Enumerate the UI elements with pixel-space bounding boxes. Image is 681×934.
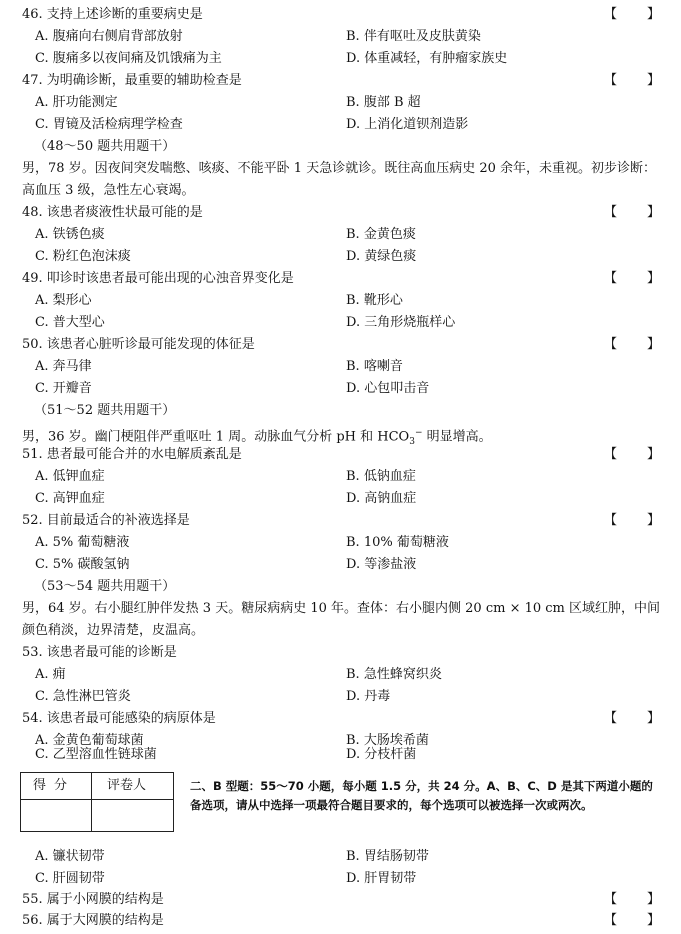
option-a[interactable]: A. 腹痛向右侧肩背部放射 xyxy=(35,29,183,44)
options-row xyxy=(0,488,681,510)
group-title: （51～52 题共用题干） xyxy=(34,403,176,418)
option-a[interactable]: A. 痈 xyxy=(35,667,66,682)
option-a[interactable]: A. 低钾血症 xyxy=(35,469,105,484)
option-c[interactable]: C. 胃镜及活检病理学检查 xyxy=(35,117,183,132)
option-d[interactable]: D. 等渗盐液 xyxy=(346,557,417,572)
answer-bracket[interactable]: 【 】 xyxy=(604,205,660,220)
question-52 xyxy=(0,510,681,532)
question-56 xyxy=(0,910,681,932)
question-54 xyxy=(0,708,681,730)
answer-bracket[interactable]: 【 】 xyxy=(604,513,660,528)
answer-bracket[interactable]: 【 】 xyxy=(604,271,660,286)
options-row xyxy=(0,92,681,114)
options-row xyxy=(0,26,681,48)
option-c[interactable]: C. 粉红色泡沫痰 xyxy=(35,249,131,264)
option-c[interactable]: C. 腹痛多以夜间痛及饥饿痛为主 xyxy=(35,51,222,66)
question-50 xyxy=(0,334,681,356)
question-stem: 53. 该患者最可能的诊断是 xyxy=(22,645,177,660)
option-a[interactable]: A. 肝功能测定 xyxy=(35,95,118,110)
option-d[interactable]: D. 心包叩击音 xyxy=(346,381,430,396)
option-c[interactable]: C. 急性淋巴管炎 xyxy=(35,689,131,704)
option-a[interactable]: A. 5% 葡萄糖液 xyxy=(35,535,130,550)
score-box xyxy=(20,772,174,832)
question-stem: 51. 患者最可能合并的水电解质紊乱是 xyxy=(22,447,242,462)
question-47 xyxy=(0,70,681,92)
section-2-instructions: 二、B 型题：55～70 小题，每小题 1.5 分，共 24 分。A、B、C、D 是其下两道小题的备选项，请从中选择一项最符合题目要求的，每个选项可以被选择一次或两次。 xyxy=(190,779,653,812)
option-d[interactable]: D. 三角形烧瓶样心 xyxy=(346,315,456,330)
option-d[interactable]: D. 上消化道钡剂造影 xyxy=(346,117,469,132)
option-d[interactable]: D. 高钠血症 xyxy=(346,491,417,506)
options-row xyxy=(0,290,681,312)
options-row xyxy=(0,532,681,554)
question-stem: 56. 属于大网膜的结构是 xyxy=(22,913,164,928)
option-a[interactable]: A. 金黄色葡萄球菌 xyxy=(35,733,144,748)
option-c[interactable]: C. 5% 碳酸氢钠 xyxy=(35,557,130,572)
option-b[interactable]: B. 低钠血症 xyxy=(346,469,416,484)
question-stem: 49. 叩诊时该患者最可能出现的心浊音界变化是 xyxy=(22,271,294,286)
option-a[interactable]: A. 铁锈色痰 xyxy=(35,227,105,242)
question-stem: 48. 该患者痰液性状最可能的是 xyxy=(22,205,203,220)
group-stem-text: 男，64 岁。右小腿红肿伴发热 3 天。糖尿病病史 10 年。查体：右小腿内侧 20 cm × 10 cm 区域红肿，中间颜色稍淡，边界清楚，皮温高。 xyxy=(22,601,661,638)
question-stem: 50. 该患者心脏听诊最可能发现的体征是 xyxy=(22,337,255,352)
answer-bracket[interactable]: 【 】 xyxy=(604,337,660,352)
option-a[interactable]: A. 镰状韧带 xyxy=(35,849,105,864)
group-title: （53～54 题共用题干） xyxy=(34,579,176,594)
options-row xyxy=(0,224,681,246)
option-d[interactable]: D. 丹毒 xyxy=(346,689,391,704)
answer-bracket[interactable]: 【 】 xyxy=(604,913,660,928)
answer-bracket[interactable]: 【 】 xyxy=(604,447,660,462)
options-row xyxy=(0,554,681,576)
options-row xyxy=(0,466,681,488)
option-d[interactable]: D. 体重减轻，有肿瘤家族史 xyxy=(346,51,508,66)
group-title: （48～50 题共用题干） xyxy=(34,139,176,154)
option-d[interactable]: D. 分枝杆菌 xyxy=(346,747,417,762)
option-b[interactable]: B. 金黄色痰 xyxy=(346,227,416,242)
question-49 xyxy=(0,268,681,290)
group-stem-text: 男，78 岁。因夜间突发喘憋、咳痰、不能平卧 1 天急诊就诊。既往高血压病史 20 余年，未重视。初步诊断：高血压 3 级，急性左心衰竭。 xyxy=(22,161,657,198)
options-row xyxy=(0,868,681,890)
option-c[interactable]: C. 肝圆韧带 xyxy=(35,871,105,886)
option-b[interactable]: B. 10% 葡萄糖液 xyxy=(346,535,449,550)
option-b[interactable]: B. 腹部 B 超 xyxy=(346,95,421,110)
options-row xyxy=(0,748,681,770)
grader-label: 评卷人 xyxy=(107,778,147,793)
options-row xyxy=(0,246,681,268)
option-b[interactable]: B. 大肠埃希菌 xyxy=(346,733,429,748)
group-stem-text: 男，36 岁。幽门梗阻伴严重呕吐 1 周。动脉血气分析 pH 和 $HCO_3^-$ 明显增高。 xyxy=(22,428,492,447)
question-stem: 52. 目前最适合的补液选择是 xyxy=(22,513,190,528)
option-c[interactable]: C. 高钾血症 xyxy=(35,491,105,506)
answer-bracket[interactable]: 【 】 xyxy=(604,711,660,726)
options-row xyxy=(0,664,681,686)
question-46 xyxy=(0,4,681,26)
option-b[interactable]: B. 伴有呕吐及皮肤黄染 xyxy=(346,29,481,44)
option-d[interactable]: D. 肝胃韧带 xyxy=(346,871,417,886)
options-row xyxy=(0,356,681,378)
option-b[interactable]: B. 靴形心 xyxy=(346,293,403,308)
option-b[interactable]: B. 喀喇音 xyxy=(346,359,403,374)
option-c[interactable]: C. 开瓣音 xyxy=(35,381,92,396)
options-row xyxy=(0,48,681,70)
question-stem: 46. 支持上述诊断的重要病史是 xyxy=(22,7,203,22)
option-a[interactable]: A. 奔马律 xyxy=(35,359,92,374)
options-row xyxy=(0,846,681,868)
option-b[interactable]: B. 胃结肠韧带 xyxy=(346,849,429,864)
question-48 xyxy=(0,202,681,224)
answer-bracket[interactable]: 【 】 xyxy=(604,73,660,88)
options-row xyxy=(0,686,681,708)
question-53 xyxy=(0,642,681,664)
option-a[interactable]: A. 梨形心 xyxy=(35,293,92,308)
score-label: 得分 xyxy=(33,778,76,793)
question-stem: 55. 属于小网膜的结构是 xyxy=(22,892,164,907)
option-c[interactable]: C. 乙型溶血性链球菌 xyxy=(35,747,157,762)
question-51 xyxy=(0,444,681,466)
option-d[interactable]: D. 黄绿色痰 xyxy=(346,249,417,264)
option-b[interactable]: B. 急性蜂窝织炎 xyxy=(346,667,442,682)
answer-bracket[interactable]: 【 】 xyxy=(604,7,660,22)
question-55 xyxy=(0,889,681,911)
options-row xyxy=(0,378,681,400)
question-stem: 47. 为明确诊断，最重要的辅助检查是 xyxy=(22,73,242,88)
question-stem: 54. 该患者最可能感染的病原体是 xyxy=(22,711,216,726)
options-row xyxy=(0,312,681,334)
answer-bracket[interactable]: 【 】 xyxy=(604,892,660,907)
option-c[interactable]: C. 普大型心 xyxy=(35,315,105,330)
options-row xyxy=(0,114,681,136)
